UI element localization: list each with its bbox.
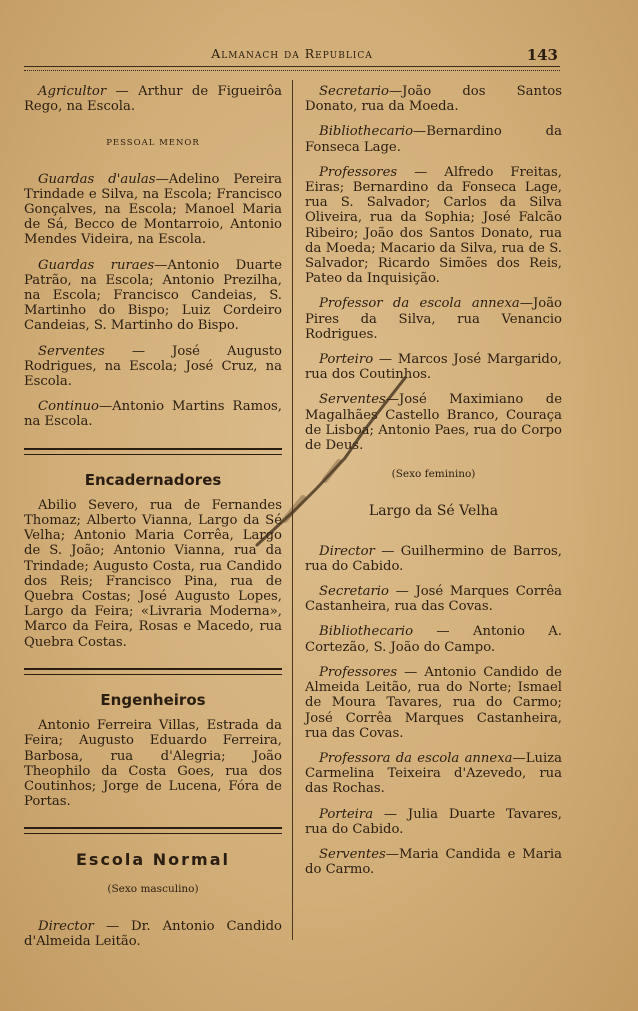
header-rule <box>24 66 560 71</box>
entry-role: Bibliothecario <box>319 624 414 640</box>
section-heading-escola-normal: Escola Normal <box>75 850 230 870</box>
entry-role: Agricultor <box>38 84 107 99</box>
left-column <box>24 84 282 959</box>
entry-text: — Antonio Candido de Almeida Leitão, rua do Norte; Ismael de Moura Tavares, rua do Carmo; José Corrêa Marques Castanheira, rua das Covas. <box>305 664 562 741</box>
entry-text: — José Augusto Rodrigues, na Escola; José Cruz, na Escola. <box>24 343 282 390</box>
entry <box>305 584 562 614</box>
entry-text: —Antonio Martins Ramos, na Escola. <box>24 399 282 430</box>
entry-text: —Antonio Duarte Patrão, na Escola; Antonio Prezilha, na Escola; Francisco Candeias, S. Martinho do Bispo; Luiz Cordeiro Candeias, S. Martinho do Bispo. <box>24 257 282 334</box>
entry-role: Guardas d'aulas <box>38 171 156 187</box>
entry-text: —José Maximiano de Magalhães Castello Branco, Couraça de Lisboa; Antonio Paes, rua do Corpo de Deus. <box>305 392 562 454</box>
entry-role: Director <box>319 543 375 559</box>
sexo-masculino-label: (Sexo masculino) <box>107 882 199 895</box>
entry <box>305 296 562 342</box>
entry <box>24 172 282 248</box>
entry <box>24 399 282 429</box>
entry-text: — Guilhermino de Barros, rua do Cabido. <box>305 543 562 574</box>
entry-text: — Marcos José Margarido, rua dos Coutinhos. <box>305 352 562 383</box>
entry <box>305 847 562 877</box>
entry <box>24 84 282 114</box>
entry-text: —João dos Santos Donato, rua da Moeda. <box>305 84 562 115</box>
entry-text: — Antonio A. Cortezão, S. João do Campo. <box>305 624 562 655</box>
paper-tear-mark <box>255 370 415 550</box>
entry <box>305 751 562 797</box>
section-body-engenheiros: Antonio Ferreira Villas, Estrada da Feira; Augusto Eduardo Ferreira, Barbosa, rua d'Alegria; João Theophilo da Costa Goes, rua dos Coutinhos; Jorge de Lucena, Fóra de Portas. <box>24 718 282 810</box>
entry-role: Secretario <box>319 84 389 99</box>
entry-text: —Luiza Carmelina Teixeira d'Azevedo, rua das Rochas. <box>305 750 562 797</box>
entry-text: —Adelino Pereira Trindade e Silva, na Escola; Francisco Gonçalves, na Escola; Manoel Maria de Sá, Becco de Montarroio, Antonio Mendes Videira, na Escola. <box>24 171 282 248</box>
sexo-feminino-label: (Sexo feminino) <box>391 468 476 481</box>
section-body-encadernadores: Abilio Severo, rua de Fernandes Thomaz; Alberto Vianna, Largo da Sé Velha; Antonio Maria Corrêa, Largo de S. João; Antonio Vianna, rua da Trindade; Augusto Costa, rua Candido dos Reis; Francisco Pina, rua de Quebra Costas; José Augusto Lopes, Largo da Feira; «Livraria Moderna», Marco da Feira, Rosas e Macedo, rua Quebra Costas. <box>24 497 282 650</box>
entry <box>24 919 282 949</box>
entry <box>305 84 562 114</box>
entry-text: — Julia Duarte Tavares, rua do Cabido. <box>305 806 562 837</box>
entry-role: Serventes <box>319 846 386 862</box>
entry-role: Continuo <box>38 399 99 415</box>
entry-role: Director <box>38 918 94 934</box>
entry <box>24 258 282 334</box>
entry <box>305 165 562 287</box>
entry-role: Professora da escola annexa <box>319 750 513 766</box>
entry <box>305 807 562 837</box>
entry-role: Bibliothecario <box>319 124 414 140</box>
entry-role: Professores <box>319 664 398 680</box>
section-heading-engenheiros: Engenheiros <box>100 690 206 709</box>
pessoal-menor-label: PESSOAL MENOR <box>106 138 200 149</box>
entry-role: Professores <box>319 164 398 180</box>
entry-role: Serventes <box>38 343 105 359</box>
section-rule <box>24 827 282 834</box>
entry-role: Porteiro <box>319 352 374 368</box>
entry-role: Guardas ruraes <box>38 257 155 273</box>
entry <box>305 124 562 154</box>
section-heading-encadernadores: Encadernadores <box>84 470 222 489</box>
entry <box>24 344 282 390</box>
section-rule <box>24 448 282 455</box>
entry-text: —Bernardino da Fonseca Lage. <box>305 124 562 155</box>
entry-text: — Dr. Antonio Candido d'Almeida Leitão. <box>24 918 282 949</box>
entry-role: Secretario <box>319 584 389 600</box>
entry-text: — José Marques Corrêa Castanheira, rua das Covas. <box>305 584 562 615</box>
entry-text: — Arthur de Figueirôa Rego, na Escola. <box>24 84 282 115</box>
entry <box>305 624 562 654</box>
page-number: 143 <box>526 46 558 64</box>
entry-text: —João Pires da Silva, rua Venancio Rodrigues. <box>305 296 562 342</box>
entry-role: Professor da escola annexa <box>319 296 520 312</box>
entry-role: Porteira <box>319 806 374 822</box>
page-header <box>24 44 560 68</box>
running-title: Almanach da Republica <box>211 46 373 61</box>
entry-text: —Maria Candida e Maria do Carmo. <box>305 846 562 878</box>
entry <box>305 665 562 741</box>
place-line: Largo da Sé Velha <box>368 503 499 520</box>
entry-role: Serventes <box>319 392 386 408</box>
section-rule <box>24 668 282 675</box>
entry-text: — Alfredo Freitas, Eiras; Bernardino da Fonseca Lage, rua S. Salvador; Carlos da Silva Oliveira, rua da Sophia; José Falcão Ribeiro; João dos Santos Donato, rua da Moeda; Macario da Silva, rua de S. Salvador; Ricardo Simões dos Reis, Pateo da Inquisição. <box>305 164 562 287</box>
